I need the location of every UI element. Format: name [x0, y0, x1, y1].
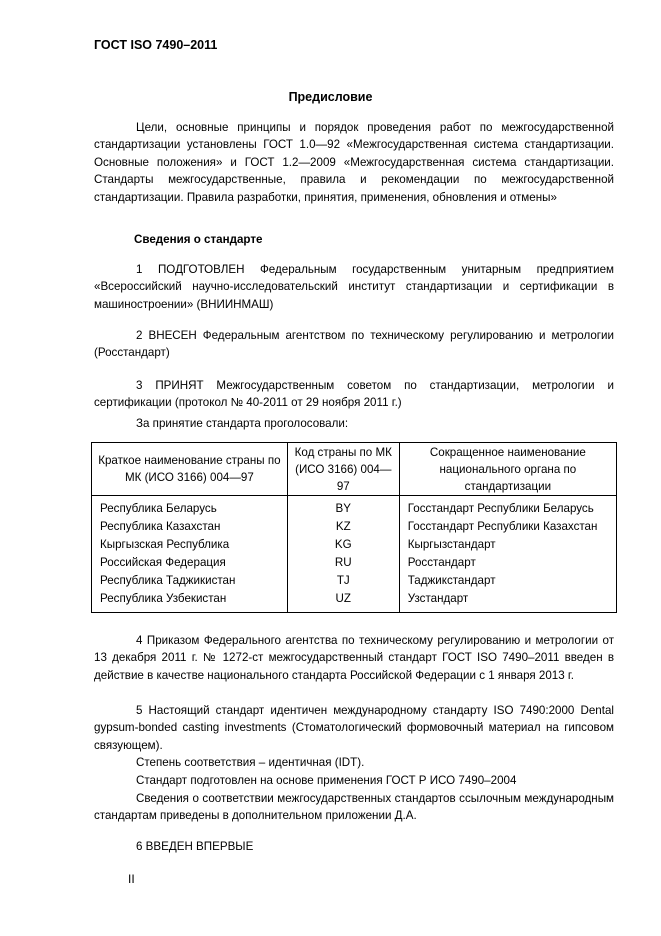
table-row: [92, 590, 617, 613]
cell-code: KZ: [287, 518, 399, 536]
table-row: [92, 536, 617, 554]
table-header-code: Код страны по МК (ИСО 3166) 004—97: [287, 443, 399, 496]
item-3-adopted: 3 ПРИНЯТ Межгосударственным советом по стандартизации, метрологии и сертификации (протокол № 40-2011 от 29 ноября 2011 г.): [94, 379, 614, 410]
cell-body: Росстандарт: [399, 554, 616, 572]
cell-body: Таджикстандарт: [399, 572, 616, 590]
cell-country: Республика Казахстан: [92, 518, 288, 536]
cell-code: TJ: [287, 572, 399, 590]
references-info: Сведения о соответствии межгосударственных стандартов ссылочным международным стандартам приведены в дополнительном приложении Д.А.: [94, 792, 614, 823]
table-row: [92, 496, 617, 519]
table-row: [92, 572, 617, 590]
cell-code: UZ: [287, 590, 399, 613]
cell-code: BY: [287, 496, 399, 519]
degree-of-conformity: Степень соответствия – идентичная (IDT).: [136, 756, 365, 769]
table-row: [92, 554, 617, 572]
basis-standard: Стандарт подготовлен на основе применения ГОСТ Р ИСО 7490–2004: [136, 774, 517, 787]
cell-body: Госстандарт Республики Казахстан: [399, 518, 616, 536]
item-5-identical: 5 Настоящий стандарт идентичен международному стандарту ISO 7490:2000 Dental gypsum-bonded casting investments (Стоматологический формовочный материал на гипсовом связующем).: [94, 704, 614, 752]
table-header-body: Сокращенное наименование национального органа по стандартизации: [399, 443, 616, 496]
cell-country: Кыргызская Республика: [92, 536, 288, 554]
item-2-submitted: 2 ВНЕСЕН Федеральным агентством по техническому регулированию и метрологии (Росстандарт): [94, 329, 614, 360]
cell-code: KG: [287, 536, 399, 554]
cell-country: Российская Федерация: [92, 554, 288, 572]
cell-country: Республика Беларусь: [92, 496, 288, 519]
cell-body: Узстандарт: [399, 590, 616, 613]
table-row: [92, 518, 617, 536]
vote-intro: За принятие стандарта проголосовали:: [136, 417, 349, 430]
item-1-prepared: 1 ПОДГОТОВЛЕН Федеральным государственным унитарным предприятием «Всероссийский научно-исследовательский институт стандартизации и сертификации в машиностроении» (ВНИИНМАШ): [94, 263, 614, 311]
cell-body: Госстандарт Республики Беларусь: [399, 496, 616, 519]
item-6-first-introduced: 6 ВВЕДЕН ВПЕРВЫЕ: [136, 840, 254, 853]
table-header-country: Краткое наименование страны по МК (ИСО 3166) 004—97: [92, 443, 288, 496]
page-title: Предисловие: [288, 90, 373, 104]
document-code: ГОСТ ISO 7490–2011: [94, 38, 218, 52]
info-heading: Сведения о стандарте: [134, 233, 263, 246]
cell-country: Республика Таджикистан: [92, 572, 288, 590]
item-4-order: 4 Приказом Федерального агентства по техническому регулированию и метрологии от 13 декабря 2011 г. № 1272-ст межгосударственный стандарт ГОСТ ISO 7490–2011 введен в действие в качестве национального стандарта Российской Федерации с 1 января 2013 г.: [94, 634, 614, 682]
page-number: II: [128, 872, 135, 886]
cell-country: Республика Узбекистан: [92, 590, 288, 613]
voting-table: [91, 442, 617, 613]
cell-code: RU: [287, 554, 399, 572]
table-header-row: [92, 443, 617, 496]
intro-paragraph: Цели, основные принципы и порядок проведения работ по межгосударственной стандартизации установлены ГОСТ 1.0—92 «Межгосударственная система стандартизации. Основные положения» и ГОСТ 1.2—2009 «Межгосударственная система стандартизации. Стандарты межгосударственные, правила и рекомендации по межгосударственной стандартизации. Правила разработки, принятия, применения, обновления и отмены»: [94, 121, 614, 204]
cell-body: Кыргызстандарт: [399, 536, 616, 554]
